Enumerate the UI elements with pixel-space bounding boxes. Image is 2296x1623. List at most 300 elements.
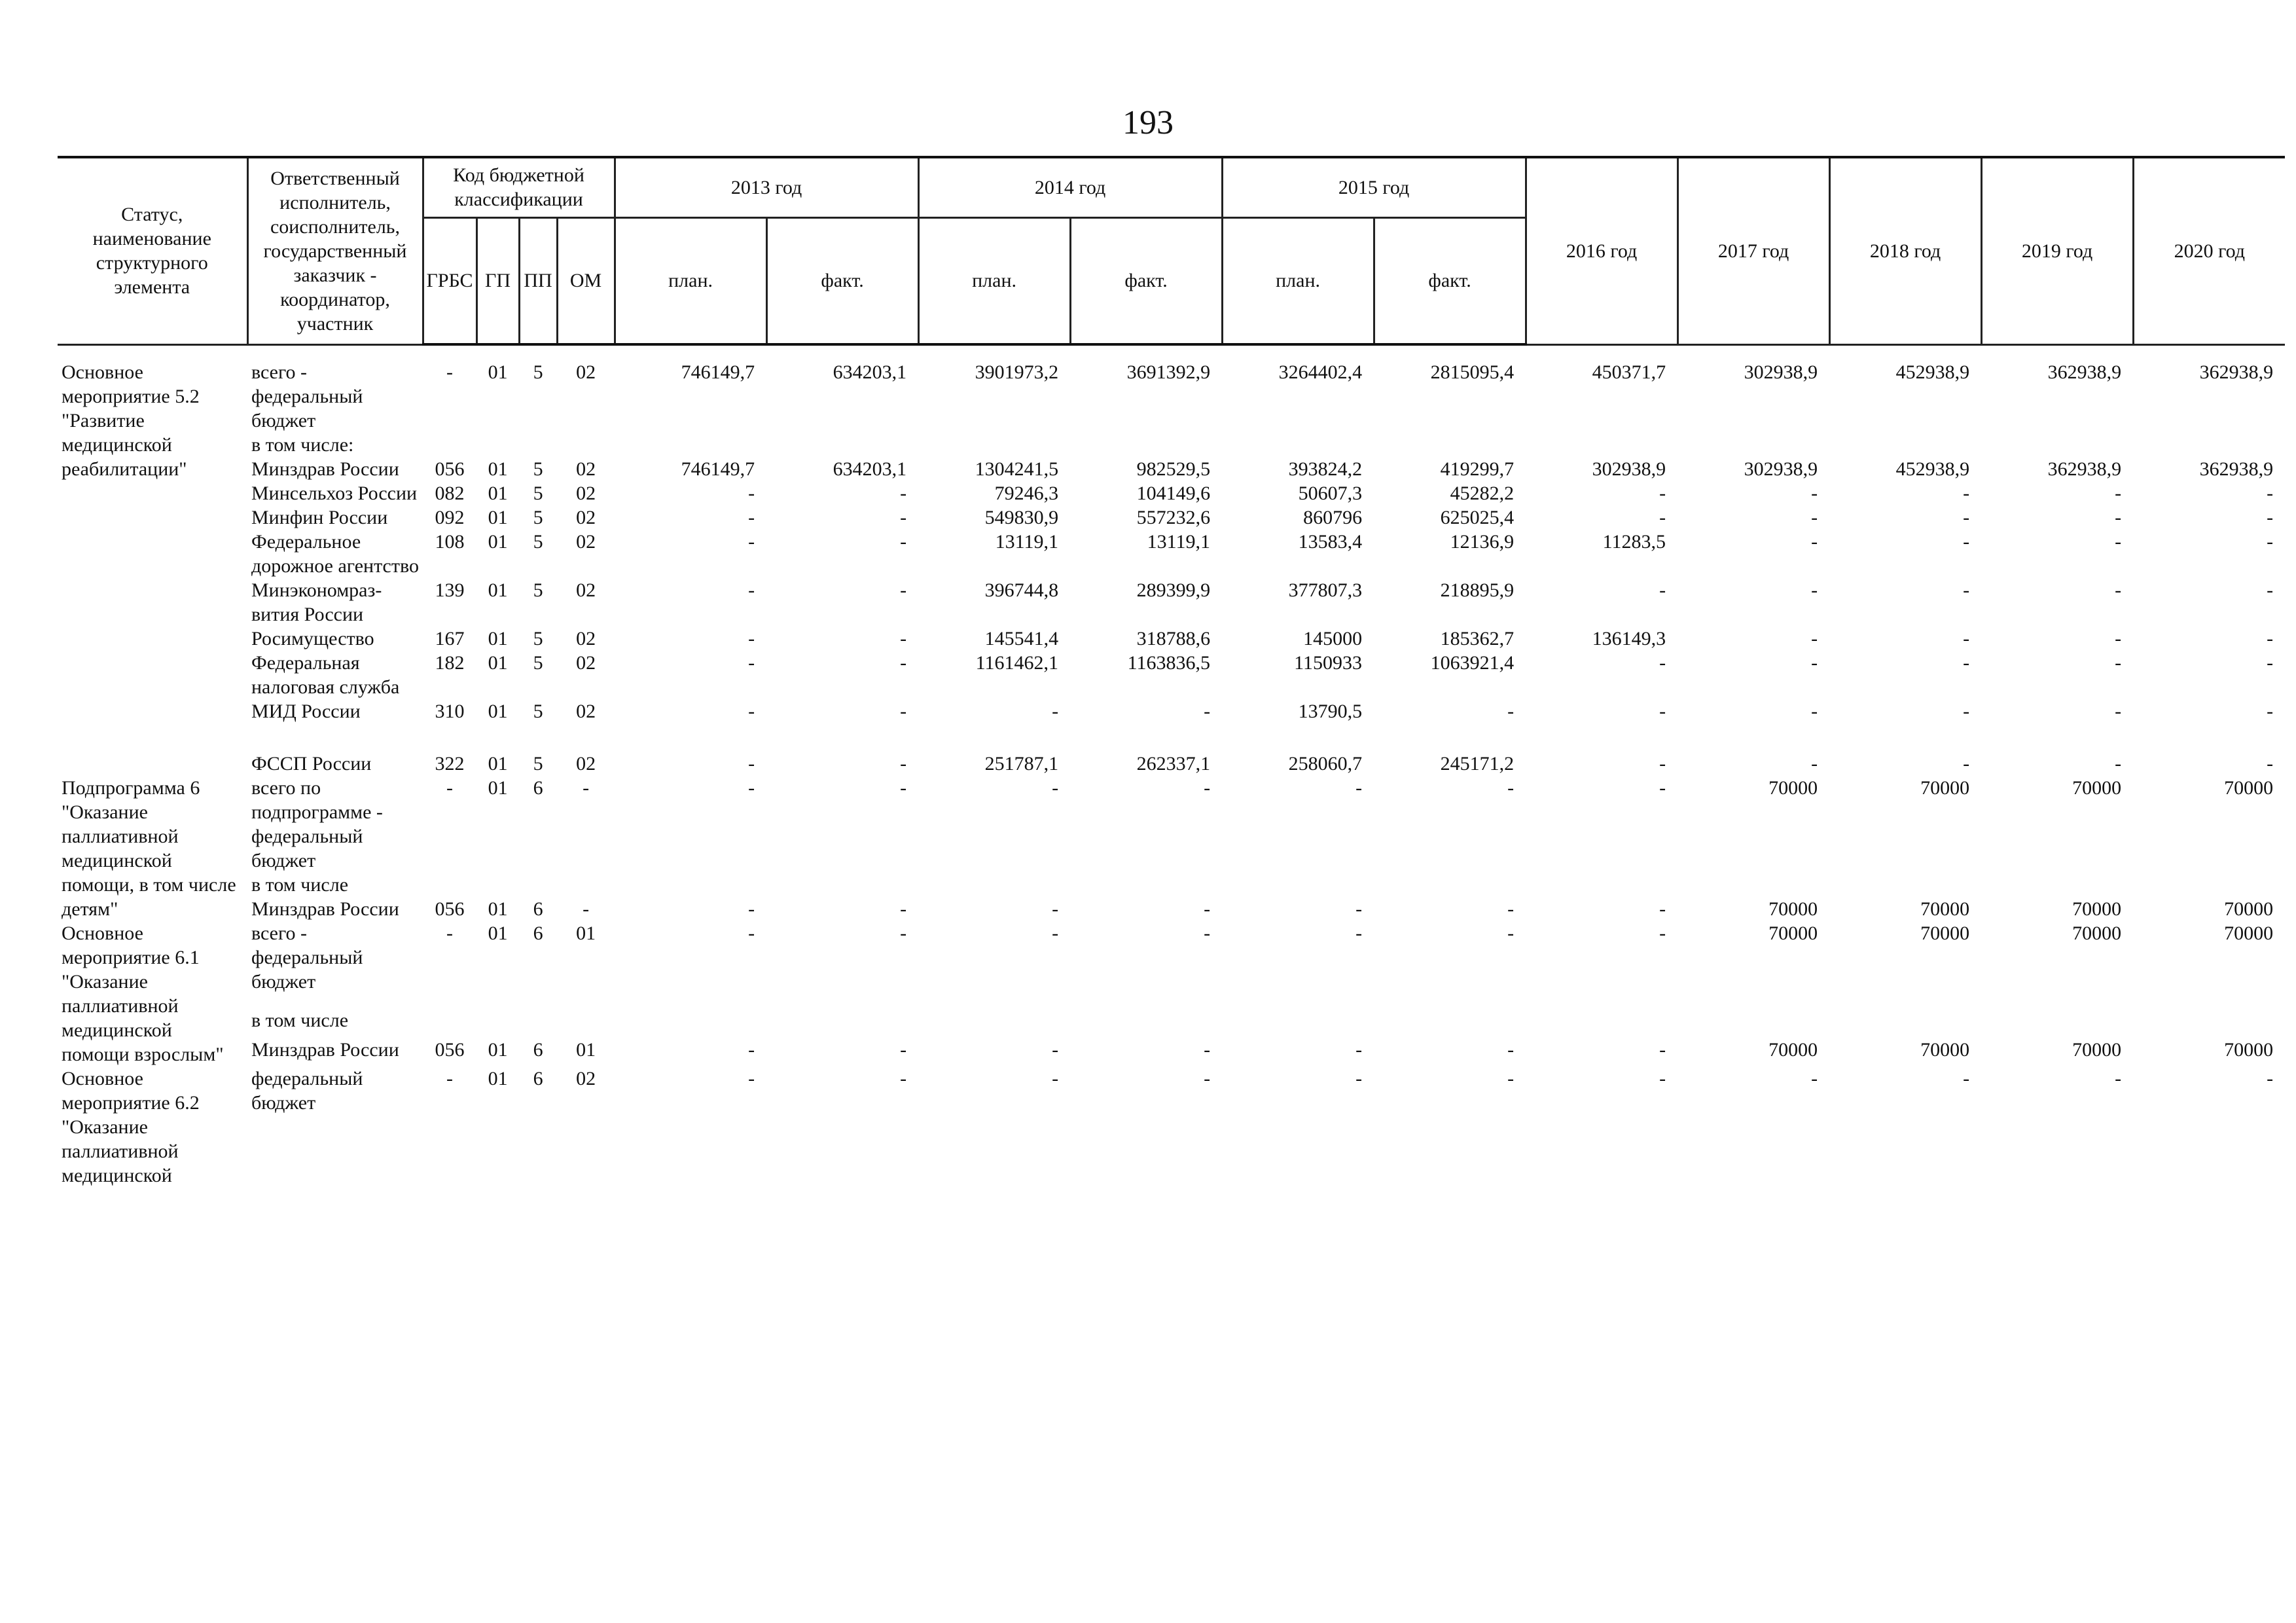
value-cell-om: 02: [576, 458, 596, 480]
value-cell-2015-plan: 13790,5: [1298, 701, 1363, 722]
value-cell-2013-fact: [766, 1008, 918, 1037]
value-cell-2015-plan: [1222, 1008, 1374, 1037]
value-cell-2017: -: [1811, 531, 1818, 553]
value-cell-2015-plan: 3264402,4: [1278, 361, 1363, 383]
value-cell-gp: 01: [488, 1068, 508, 1089]
value-cell-2019: -: [2115, 628, 2122, 649]
executor-cell: всего - федеральный бюджет: [251, 922, 363, 993]
value-cell-2015-plan: 377807,3: [1288, 579, 1363, 601]
table-row: [58, 457, 2285, 481]
value-cell-2020: -: [2267, 531, 2274, 553]
status-cell: Основное мероприятие 6.1 "Оказание паллиативной медицинской помощи взрослым": [62, 922, 224, 1065]
value-cell-2014-fact: -: [1204, 1038, 1211, 1061]
value-cell-om: 02: [576, 701, 596, 722]
value-cell-2020: -: [2267, 628, 2274, 649]
value-cell-2014-plan: 13119,1: [995, 531, 1059, 553]
header-code-om: ОМ: [557, 217, 615, 344]
value-cell-2015-fact: -: [1507, 1068, 1515, 1089]
value-cell-2015-plan: 145000: [1303, 628, 1363, 649]
value-cell-pp: 5: [533, 458, 543, 480]
value-cell-2020: [2133, 433, 2285, 457]
header-2015-plan: план.: [1222, 217, 1374, 344]
value-cell-2015-plan: 1150933: [1294, 652, 1363, 674]
value-cell-2014-fact: 104149,6: [1136, 483, 1211, 504]
value-cell-2013-fact: -: [900, 1038, 907, 1061]
value-cell-2017: 70000: [1768, 898, 1818, 920]
value-cell-2018: 70000: [1920, 1038, 1970, 1061]
status-cell: Основное мероприятие 6.2 "Оказание паллиативной медицинской: [62, 1068, 200, 1186]
value-cell-2020: -: [2267, 507, 2274, 528]
value-cell-grbs: [423, 873, 476, 897]
value-cell-2016: 11283,5: [1602, 531, 1666, 553]
value-cell-2018: -: [1963, 579, 1970, 601]
value-cell-2016: -: [1659, 483, 1666, 504]
value-cell-2016: 450371,7: [1592, 361, 1666, 383]
value-cell-gp: 01: [488, 483, 508, 504]
header-code-grbs: ГРБС: [423, 217, 476, 344]
value-cell-2015-fact: [1374, 873, 1526, 897]
value-cell-2014-plan: [918, 433, 1070, 457]
table-row: [58, 578, 2285, 627]
value-cell-2019: [1981, 433, 2133, 457]
value-cell-2016: [1526, 1008, 1677, 1037]
value-cell-2015-fact: -: [1507, 1038, 1515, 1061]
value-cell-2015-fact: [1374, 433, 1526, 457]
value-cell-2014-plan: 145541,4: [984, 628, 1059, 649]
value-cell-2015-plan: [1222, 873, 1374, 897]
value-cell-2017: [1677, 433, 1829, 457]
table-row: [58, 897, 2285, 921]
value-cell-pp: 6: [533, 1068, 543, 1089]
value-cell-2017: -: [1811, 507, 1818, 528]
value-cell-2020: 362938,9: [2199, 361, 2274, 383]
header-2014-plan: план.: [918, 217, 1070, 344]
value-cell-2019: -: [2115, 1068, 2122, 1089]
value-cell-grbs: -: [446, 1068, 454, 1089]
value-cell-pp: 5: [533, 361, 543, 383]
value-cell-2018: -: [1963, 1068, 1970, 1089]
executor-cell: в том числе:: [251, 434, 354, 456]
value-cell-2018: -: [1963, 483, 1970, 504]
value-cell-2017: [1677, 873, 1829, 897]
value-cell-om: [557, 1008, 615, 1037]
value-cell-gp: 01: [488, 898, 508, 920]
value-cell-2014-fact: [1070, 873, 1222, 897]
value-cell-grbs: [423, 433, 476, 457]
value-cell-grbs: 056: [435, 458, 465, 480]
value-cell-2014-plan: -: [1052, 777, 1059, 799]
value-cell-2020: [2133, 873, 2285, 897]
header-2013-fact: факт.: [766, 217, 918, 344]
value-cell-2014-fact: 982529,5: [1136, 458, 1211, 480]
executor-cell: всего - федеральный бюджет: [251, 361, 363, 431]
value-cell-2013-fact: [766, 873, 918, 897]
value-cell-2020: -: [2267, 1068, 2274, 1089]
value-cell-2014-fact: 3691392,9: [1126, 361, 1211, 383]
header-2015: 2015 год: [1222, 157, 1526, 217]
value-cell-grbs: 108: [435, 531, 465, 553]
value-cell-2013-plan: 746149,7: [681, 458, 755, 480]
value-cell-2018: [1829, 873, 1981, 897]
value-cell-2013-fact: -: [900, 898, 907, 920]
value-cell-2019: -: [2115, 652, 2122, 674]
table-body: [58, 344, 2285, 1188]
value-cell-2016: [1526, 433, 1677, 457]
value-cell-grbs: 182: [435, 652, 465, 674]
header-2014-fact: факт.: [1070, 217, 1222, 344]
executor-cell: Минздрав России: [251, 898, 399, 920]
value-cell-2014-fact: 1163836,5: [1127, 652, 1211, 674]
value-cell-gp: [476, 433, 519, 457]
value-cell-gp: 01: [488, 652, 508, 674]
value-cell-2019: 70000: [2072, 898, 2122, 920]
value-cell-2013-plan: -: [748, 507, 755, 528]
value-cell-2016: -: [1659, 507, 1666, 528]
value-cell-2019: -: [2115, 507, 2122, 528]
executor-cell: в том числе: [251, 1010, 349, 1032]
value-cell-2015-plan: 258060,7: [1288, 753, 1363, 775]
value-cell-2015-plan: -: [1355, 1068, 1363, 1089]
value-cell-2013-plan: -: [748, 1068, 755, 1089]
header-2017: 2017 год: [1677, 157, 1829, 344]
value-cell-2013-plan: -: [748, 652, 755, 674]
table-row: [58, 776, 2285, 873]
executor-cell: Федеральная налоговая служба: [251, 652, 400, 698]
value-cell-2015-plan: 860796: [1303, 507, 1363, 528]
executor-cell: всего по подпрограмме - федеральный бюджет: [251, 777, 383, 871]
value-cell-2013-fact: 634203,1: [833, 361, 907, 383]
value-cell-2014-plan: 549830,9: [984, 507, 1059, 528]
value-cell-2014-plan: -: [1052, 1068, 1059, 1089]
value-cell-2014-plan: 251787,1: [984, 753, 1059, 775]
value-cell-2013-plan: -: [748, 777, 755, 799]
value-cell-gp: 01: [488, 507, 508, 528]
value-cell-gp: 01: [488, 531, 508, 553]
value-cell-2014-fact: 557232,6: [1136, 507, 1211, 528]
executor-cell: Минэкономраз-вития России: [251, 579, 382, 625]
value-cell-2019: 70000: [2072, 922, 2122, 944]
header-executor: Ответственный исполнитель, соисполнитель, государственный заказчик - координатор, участник: [247, 157, 423, 344]
value-cell-grbs: 322: [435, 753, 465, 775]
status-cell: Основное мероприятие 5.2 "Развитие медицинской реабилитации": [62, 361, 200, 480]
value-cell-2013-fact: -: [900, 652, 907, 674]
value-cell-2017: [1677, 1008, 1829, 1037]
value-cell-2019: 362938,9: [2047, 458, 2122, 480]
value-cell-2018: -: [1963, 628, 1970, 649]
value-cell-2018: [1829, 1008, 1981, 1037]
value-cell-2019: 70000: [2072, 1038, 2122, 1061]
value-cell-2020: -: [2267, 579, 2274, 601]
value-cell-2020: -: [2267, 483, 2274, 504]
value-cell-2013-fact: 634203,1: [833, 458, 907, 480]
value-cell-2016: [1526, 873, 1677, 897]
value-cell-2016: -: [1659, 652, 1666, 674]
value-cell-2015-plan: -: [1355, 777, 1363, 799]
value-cell-2013-fact: -: [900, 507, 907, 528]
value-cell-2013-plan: -: [748, 1038, 755, 1061]
value-cell-pp: 5: [533, 531, 543, 553]
value-cell-2018: -: [1963, 507, 1970, 528]
value-cell-pp: 6: [533, 777, 543, 799]
value-cell-2019: 362938,9: [2047, 361, 2122, 383]
value-cell-2014-fact: -: [1204, 922, 1211, 944]
value-cell-gp: 01: [488, 361, 508, 383]
value-cell-2015-fact: 185362,7: [1440, 628, 1515, 649]
value-cell-2017: 70000: [1768, 922, 1818, 944]
value-cell-pp: 5: [533, 628, 543, 649]
value-cell-gp: [476, 873, 519, 897]
value-cell-pp: 5: [533, 753, 543, 775]
value-cell-2020: -: [2267, 701, 2274, 722]
value-cell-om: 02: [576, 1068, 596, 1089]
value-cell-2016: 302938,9: [1592, 458, 1666, 480]
value-cell-2016: -: [1659, 922, 1666, 944]
header-2013-plan: план.: [615, 217, 766, 344]
page-number: 193: [1122, 104, 1174, 141]
table-row: [58, 921, 2285, 1008]
value-cell-2014-fact: -: [1204, 777, 1211, 799]
value-cell-2018: 452938,9: [1895, 458, 1970, 480]
value-cell-om: 02: [576, 361, 596, 383]
value-cell-2016: -: [1659, 898, 1666, 920]
table-row: [58, 651, 2285, 699]
value-cell-2014-plan: -: [1052, 898, 1059, 920]
value-cell-pp: 5: [533, 579, 543, 601]
value-cell-om: -: [583, 777, 590, 799]
value-cell-pp: 5: [533, 507, 543, 528]
value-cell-2015-plan: -: [1355, 922, 1363, 944]
value-cell-2019: -: [2115, 531, 2122, 553]
value-cell-2020: 362938,9: [2199, 458, 2274, 480]
value-cell-grbs: 056: [435, 1038, 465, 1061]
value-cell-2019: 70000: [2072, 777, 2122, 799]
header-2020: 2020 год: [2133, 157, 2285, 344]
executor-cell: в том числе: [251, 874, 349, 896]
value-cell-2017: -: [1811, 579, 1818, 601]
value-cell-om: 02: [576, 579, 596, 601]
value-cell-gp: 01: [488, 458, 508, 480]
value-cell-2020: 70000: [2224, 898, 2274, 920]
value-cell-2013-plan: -: [748, 531, 755, 553]
value-cell-2013-plan: 746149,7: [681, 361, 755, 383]
header-status: Статус, наименование структурного элемента: [58, 157, 247, 344]
value-cell-2016: 136149,3: [1592, 628, 1666, 649]
value-cell-2019: -: [2115, 753, 2122, 775]
value-cell-om: -: [583, 898, 590, 920]
value-cell-2013-plan: -: [748, 483, 755, 504]
value-cell-gp: 01: [488, 922, 508, 944]
value-cell-2017: -: [1811, 483, 1818, 504]
value-cell-2017: -: [1811, 753, 1818, 775]
value-cell-2014-fact: 289399,9: [1136, 579, 1211, 601]
value-cell-gp: 01: [488, 628, 508, 649]
value-cell-2016: -: [1659, 753, 1666, 775]
value-cell-om: 02: [576, 507, 596, 528]
value-cell-grbs: -: [446, 777, 454, 799]
value-cell-2020: [2133, 1008, 2285, 1037]
value-cell-2017: 70000: [1768, 777, 1818, 799]
value-cell-2018: 70000: [1920, 898, 1970, 920]
value-cell-2014-plan: [918, 1008, 1070, 1037]
table-row: [58, 360, 2285, 433]
value-cell-2013-plan: -: [748, 701, 755, 722]
value-cell-2018: [1829, 433, 1981, 457]
value-cell-om: 02: [576, 753, 596, 775]
executor-cell: Федеральное дорожное агентство: [251, 531, 419, 577]
value-cell-gp: [476, 1008, 519, 1037]
value-cell-gp: 01: [488, 777, 508, 799]
value-cell-pp: 6: [533, 922, 543, 944]
value-cell-grbs: 056: [435, 898, 465, 920]
executor-cell: Минфин России: [251, 507, 388, 528]
value-cell-2013-plan: -: [748, 628, 755, 649]
value-cell-pp: 5: [533, 483, 543, 504]
value-cell-2018: 70000: [1920, 922, 1970, 944]
value-cell-2020: 70000: [2224, 922, 2274, 944]
executor-cell: МИД России: [251, 701, 361, 722]
value-cell-2015-fact: 45282,2: [1450, 483, 1515, 504]
value-cell-grbs: 139: [435, 579, 465, 601]
value-cell-2014-plan: 1304241,5: [975, 458, 1059, 480]
table-row: [58, 530, 2285, 578]
value-cell-2016: -: [1659, 1068, 1666, 1089]
value-cell-om: 02: [576, 628, 596, 649]
header-2018: 2018 год: [1829, 157, 1981, 344]
value-cell-grbs: 310: [435, 701, 465, 722]
table-row: [58, 752, 2285, 776]
value-cell-2014-fact: -: [1204, 898, 1211, 920]
value-cell-2018: -: [1963, 701, 1970, 722]
value-cell-2014-fact: [1070, 1008, 1222, 1037]
value-cell-2015-plan: 393824,2: [1288, 458, 1363, 480]
value-cell-2013-fact: -: [900, 531, 907, 553]
value-cell-2014-fact: 262337,1: [1136, 753, 1211, 775]
value-cell-gp: 01: [488, 579, 508, 601]
value-cell-2014-fact: 318788,6: [1136, 628, 1211, 649]
header-2013: 2013 год: [615, 157, 918, 217]
table-row: [58, 433, 2285, 457]
value-cell-2016: -: [1659, 777, 1666, 799]
value-cell-2020: 70000: [2224, 777, 2274, 799]
value-cell-gp: 01: [488, 1038, 508, 1061]
value-cell-2013-fact: -: [900, 922, 907, 944]
value-cell-2020: 70000: [2224, 1038, 2274, 1061]
value-cell-2015-fact: -: [1507, 922, 1515, 944]
header-code-pp: ПП: [519, 217, 557, 344]
value-cell-om: 01: [576, 922, 596, 944]
value-cell-grbs: 082: [435, 483, 465, 504]
value-cell-2013-fact: -: [900, 777, 907, 799]
value-cell-2015-fact: 245171,2: [1440, 753, 1515, 775]
value-cell-2014-plan: [918, 873, 1070, 897]
value-cell-2015-fact: 625025,4: [1440, 507, 1515, 528]
value-cell-om: 02: [576, 652, 596, 674]
value-cell-grbs: 092: [435, 507, 465, 528]
table-row: [58, 481, 2285, 505]
table-row: [58, 873, 2285, 897]
value-cell-pp: 5: [533, 652, 543, 674]
value-cell-2015-fact: 419299,7: [1440, 458, 1515, 480]
executor-cell: Минсельхоз России: [251, 483, 418, 504]
value-cell-2015-plan: 13583,4: [1298, 531, 1363, 553]
value-cell-pp: 5: [533, 701, 543, 722]
value-cell-2013-fact: -: [900, 1068, 907, 1089]
value-cell-om: 02: [576, 483, 596, 504]
value-cell-2018: -: [1963, 531, 1970, 553]
value-cell-2018: -: [1963, 652, 1970, 674]
value-cell-2015-fact: 1063921,4: [1430, 652, 1515, 674]
value-cell-pp: [519, 433, 557, 457]
value-cell-2018: -: [1963, 753, 1970, 775]
value-cell-2013-fact: -: [900, 483, 907, 504]
value-cell-grbs: [423, 1008, 476, 1037]
value-cell-grbs: -: [446, 922, 454, 944]
executor-cell: ФССП России: [251, 753, 372, 775]
table-row: [58, 699, 2285, 752]
value-cell-2015-fact: [1374, 1008, 1526, 1037]
value-cell-2015-fact: 218895,9: [1440, 579, 1515, 601]
value-cell-2013-plan: -: [748, 579, 755, 601]
value-cell-2013-fact: -: [900, 628, 907, 649]
value-cell-2014-plan: 79246,3: [994, 483, 1059, 504]
value-cell-2014-plan: -: [1052, 1038, 1059, 1061]
value-cell-2019: -: [2115, 579, 2122, 601]
executor-cell: Росимущество: [251, 628, 374, 649]
value-cell-2015-fact: -: [1507, 777, 1515, 799]
value-cell-pp: [519, 1008, 557, 1037]
value-cell-grbs: -: [446, 361, 454, 383]
table-row: [58, 1067, 2285, 1188]
value-cell-2020: -: [2267, 652, 2274, 674]
value-cell-2018: 452938,9: [1895, 361, 1970, 383]
value-cell-2014-fact: 13119,1: [1147, 531, 1211, 553]
value-cell-2013-plan: [615, 433, 766, 457]
value-cell-pp: [519, 873, 557, 897]
header-2014: 2014 год: [918, 157, 1222, 217]
table-header: [58, 157, 2285, 344]
executor-cell: Минздрав России: [251, 1038, 399, 1061]
header-code-gp: ГП: [476, 217, 519, 344]
value-cell-2016: -: [1659, 579, 1666, 601]
value-cell-2017: 302938,9: [1744, 458, 1818, 480]
value-cell-2014-plan: 396744,8: [984, 579, 1059, 601]
value-cell-2017: 302938,9: [1744, 361, 1818, 383]
value-cell-2018: 70000: [1920, 777, 1970, 799]
value-cell-2015-fact: 2815095,4: [1430, 361, 1515, 383]
value-cell-om: 01: [576, 1038, 596, 1061]
executor-cell: Минздрав России: [251, 458, 399, 480]
value-cell-2017: -: [1811, 1068, 1818, 1089]
budget-table: [58, 156, 2285, 1188]
value-cell-2014-plan: -: [1052, 701, 1059, 722]
value-cell-om: [557, 873, 615, 897]
value-cell-2014-fact: -: [1204, 1068, 1211, 1089]
value-cell-2017: -: [1811, 628, 1818, 649]
value-cell-gp: 01: [488, 753, 508, 775]
value-cell-2015-fact: -: [1507, 898, 1515, 920]
value-cell-2019: [1981, 1008, 2133, 1037]
value-cell-2014-plan: -: [1052, 922, 1059, 944]
value-cell-2015-plan: 50607,3: [1298, 483, 1363, 504]
value-cell-2020: -: [2267, 753, 2274, 775]
value-cell-2016: -: [1659, 701, 1666, 722]
value-cell-2013-plan: -: [748, 898, 755, 920]
value-cell-2013-fact: [766, 433, 918, 457]
value-cell-2013-fact: -: [900, 753, 907, 775]
value-cell-2015-plan: [1222, 433, 1374, 457]
value-cell-2016: -: [1659, 1038, 1666, 1061]
value-cell-2019: -: [2115, 483, 2122, 504]
